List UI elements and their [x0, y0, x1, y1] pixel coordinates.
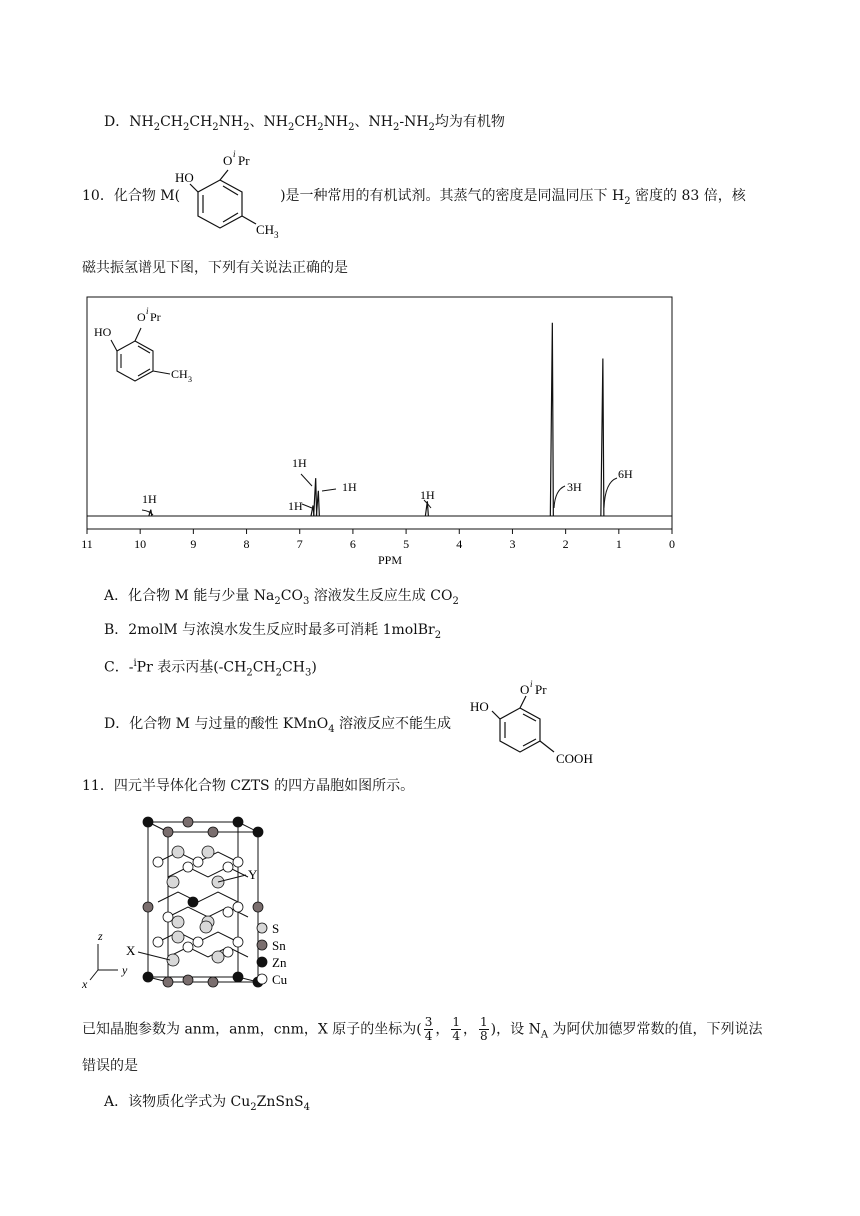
- q11-param-line2: 错误的是: [82, 1058, 138, 1074]
- legend-label-sn: Sn: [272, 938, 286, 953]
- d-pr: Pr: [535, 682, 547, 697]
- atom-s: [200, 921, 212, 933]
- atom-s: [202, 846, 214, 858]
- atom-sn: [143, 902, 153, 912]
- q10-stem-line1: 10．化合物 M( )是一种常用的有机试剂。其蒸气的密度是同温同压下 $H_2$ 密度的 83 倍，核: [82, 188, 746, 207]
- peak-label-1h-46: 1H: [420, 488, 435, 502]
- atom-cu: [153, 857, 163, 867]
- atom-s: [167, 876, 179, 888]
- atom-cu: [233, 857, 243, 867]
- d-ho: HO: [470, 699, 489, 714]
- peak-label-6h: 6H: [618, 467, 633, 481]
- legend-swatch-sn: [257, 940, 267, 950]
- atom-s: [172, 846, 184, 858]
- peak-label-3h: 3H: [567, 480, 582, 494]
- atom-s: [172, 916, 184, 928]
- peak-label-1h-top: 1H: [292, 456, 307, 470]
- q10-option-a: A．化合物 M 能与少量 $Na_2CO_3$ 溶液发生反应生成 $CO_2$: [104, 588, 459, 607]
- axis-y: y: [122, 963, 128, 977]
- atom-zn: [143, 972, 153, 982]
- atom-s: [212, 951, 224, 963]
- legend-label-zn: Zn: [272, 955, 287, 970]
- q11-stem: 11．四元半导体化合物 CZTS 的四方晶胞如图所示。: [82, 778, 415, 794]
- q10-structure-small: [170, 148, 300, 243]
- o-label: O: [223, 153, 233, 168]
- x-tick-label: 5: [403, 537, 410, 551]
- peak-label-1h-98: 1H: [142, 492, 157, 506]
- coord-x: $\frac{3}{4}$: [424, 1015, 433, 1043]
- peak-label-1h-right: 1H: [342, 480, 357, 494]
- atom-sn: [183, 975, 193, 985]
- d-i: i: [530, 679, 533, 689]
- x-tick-label: 9: [190, 537, 197, 551]
- atom-cu: [223, 947, 233, 957]
- atom-cu: [223, 907, 233, 917]
- ipr-sup: i: [233, 149, 236, 159]
- czts-unit-cell: [78, 812, 318, 992]
- ipr-label: Pr: [238, 153, 250, 168]
- ho-label: HO: [175, 170, 194, 185]
- x-tick-label: 2: [562, 537, 569, 551]
- x-tick-label: 3: [509, 537, 516, 551]
- atom-sn: [183, 817, 193, 827]
- x-tick-label: 6: [349, 537, 356, 551]
- x-tick-label: 11: [81, 537, 93, 551]
- q11-param-line: 已知晶胞参数为 anm，anm，cnm，X 原子的坐标为( $\frac{3}{4}$ ， $\frac{1}{4}$ ， $\frac{1}{8}$ )，设 $N_A$ 为阿伏加德罗常数的值，下列说法: [82, 1015, 763, 1043]
- nmr-structure-inset: [111, 328, 170, 381]
- inset-pr: Pr: [150, 310, 161, 324]
- ch3-sub: 3: [274, 230, 279, 240]
- atom-sn: [208, 977, 218, 987]
- atom-sn: [163, 977, 173, 987]
- x-tick-label: 4: [456, 537, 463, 551]
- inset-o: O: [137, 310, 146, 324]
- x-axis-label: PPM: [377, 553, 403, 567]
- atom-zn: [233, 972, 243, 982]
- coord-z: $\frac{1}{8}$: [480, 1015, 488, 1043]
- legend-label-s: S: [272, 921, 280, 936]
- legend-swatch-s: [257, 923, 267, 933]
- axis-x: x: [82, 977, 88, 991]
- atom-s: [172, 931, 184, 943]
- inset-3: 3: [188, 375, 192, 384]
- x-tick-label: 0: [669, 537, 675, 551]
- coord-y: $\frac{1}{4}$: [452, 1015, 461, 1043]
- inset-ho: HO: [94, 325, 112, 339]
- atom-sn: [253, 902, 263, 912]
- atom-cu: [183, 942, 193, 952]
- atom-cu: [193, 857, 203, 867]
- legend-swatch-cu: [257, 974, 267, 984]
- atom-x-label: X: [126, 943, 136, 958]
- atom-cu: [223, 862, 233, 872]
- atom-sn: [163, 827, 173, 837]
- nmr-spectrum: [80, 296, 680, 574]
- peak-label-1h-left: 1H: [288, 499, 303, 513]
- q10-option-c: C．-$^i$Pr 表示丙基$(-CH_2CH_2CH_3)$: [104, 658, 317, 679]
- d-cooh: COOH: [556, 751, 593, 766]
- atom-cu: [163, 912, 173, 922]
- q10-stem-line2: 磁共振氢谱见下图，下列有关说法正确的是: [82, 260, 348, 276]
- prev-option-d: D．$NH_2CH_2CH_2NH_2$、$NH_2CH_2NH_2$、$NH_2-NH_2$均为有机物: [104, 114, 505, 133]
- x-tick-label: 1: [615, 537, 622, 551]
- q11-option-a: A．该物质化学式为 $Cu_2ZnSnS_4$: [104, 1094, 310, 1113]
- nmr-peak: [601, 359, 604, 517]
- atom-zn: [188, 897, 198, 907]
- ch3-label: CH: [256, 222, 275, 237]
- atom-cu: [233, 937, 243, 947]
- atom-sn: [208, 827, 218, 837]
- inset-i: i: [146, 306, 149, 316]
- atom-cu: [183, 862, 193, 872]
- x-tick-label: 7: [296, 537, 303, 551]
- q10-option-d: D．化合物 M 与过量的酸性 KMnO$_4$ 溶液反应不能生成: [104, 716, 452, 735]
- x-tick-label: 8: [243, 537, 250, 551]
- axis-z: z: [98, 929, 103, 943]
- x-tick-label: 10: [134, 537, 147, 551]
- nmr-peak: [550, 323, 553, 516]
- atom-zn: [253, 827, 263, 837]
- d-o: O: [520, 682, 530, 697]
- legend-label-cu: Cu: [272, 972, 288, 987]
- atom-zn: [233, 817, 243, 827]
- q10-option-b: B．2molM 与浓溴水发生反应时最多可消耗 1molBr$_2$: [104, 622, 442, 641]
- atom-cu: [193, 937, 203, 947]
- nmr-peak: [316, 491, 319, 516]
- atom-zn: [143, 817, 153, 827]
- atom-cu: [153, 937, 163, 947]
- option-d-structure: [462, 678, 622, 770]
- atom-cu: [233, 902, 243, 912]
- atom-y-label: Y: [248, 867, 258, 882]
- inset-ch: CH: [171, 367, 188, 381]
- legend-swatch-zn: [257, 957, 267, 967]
